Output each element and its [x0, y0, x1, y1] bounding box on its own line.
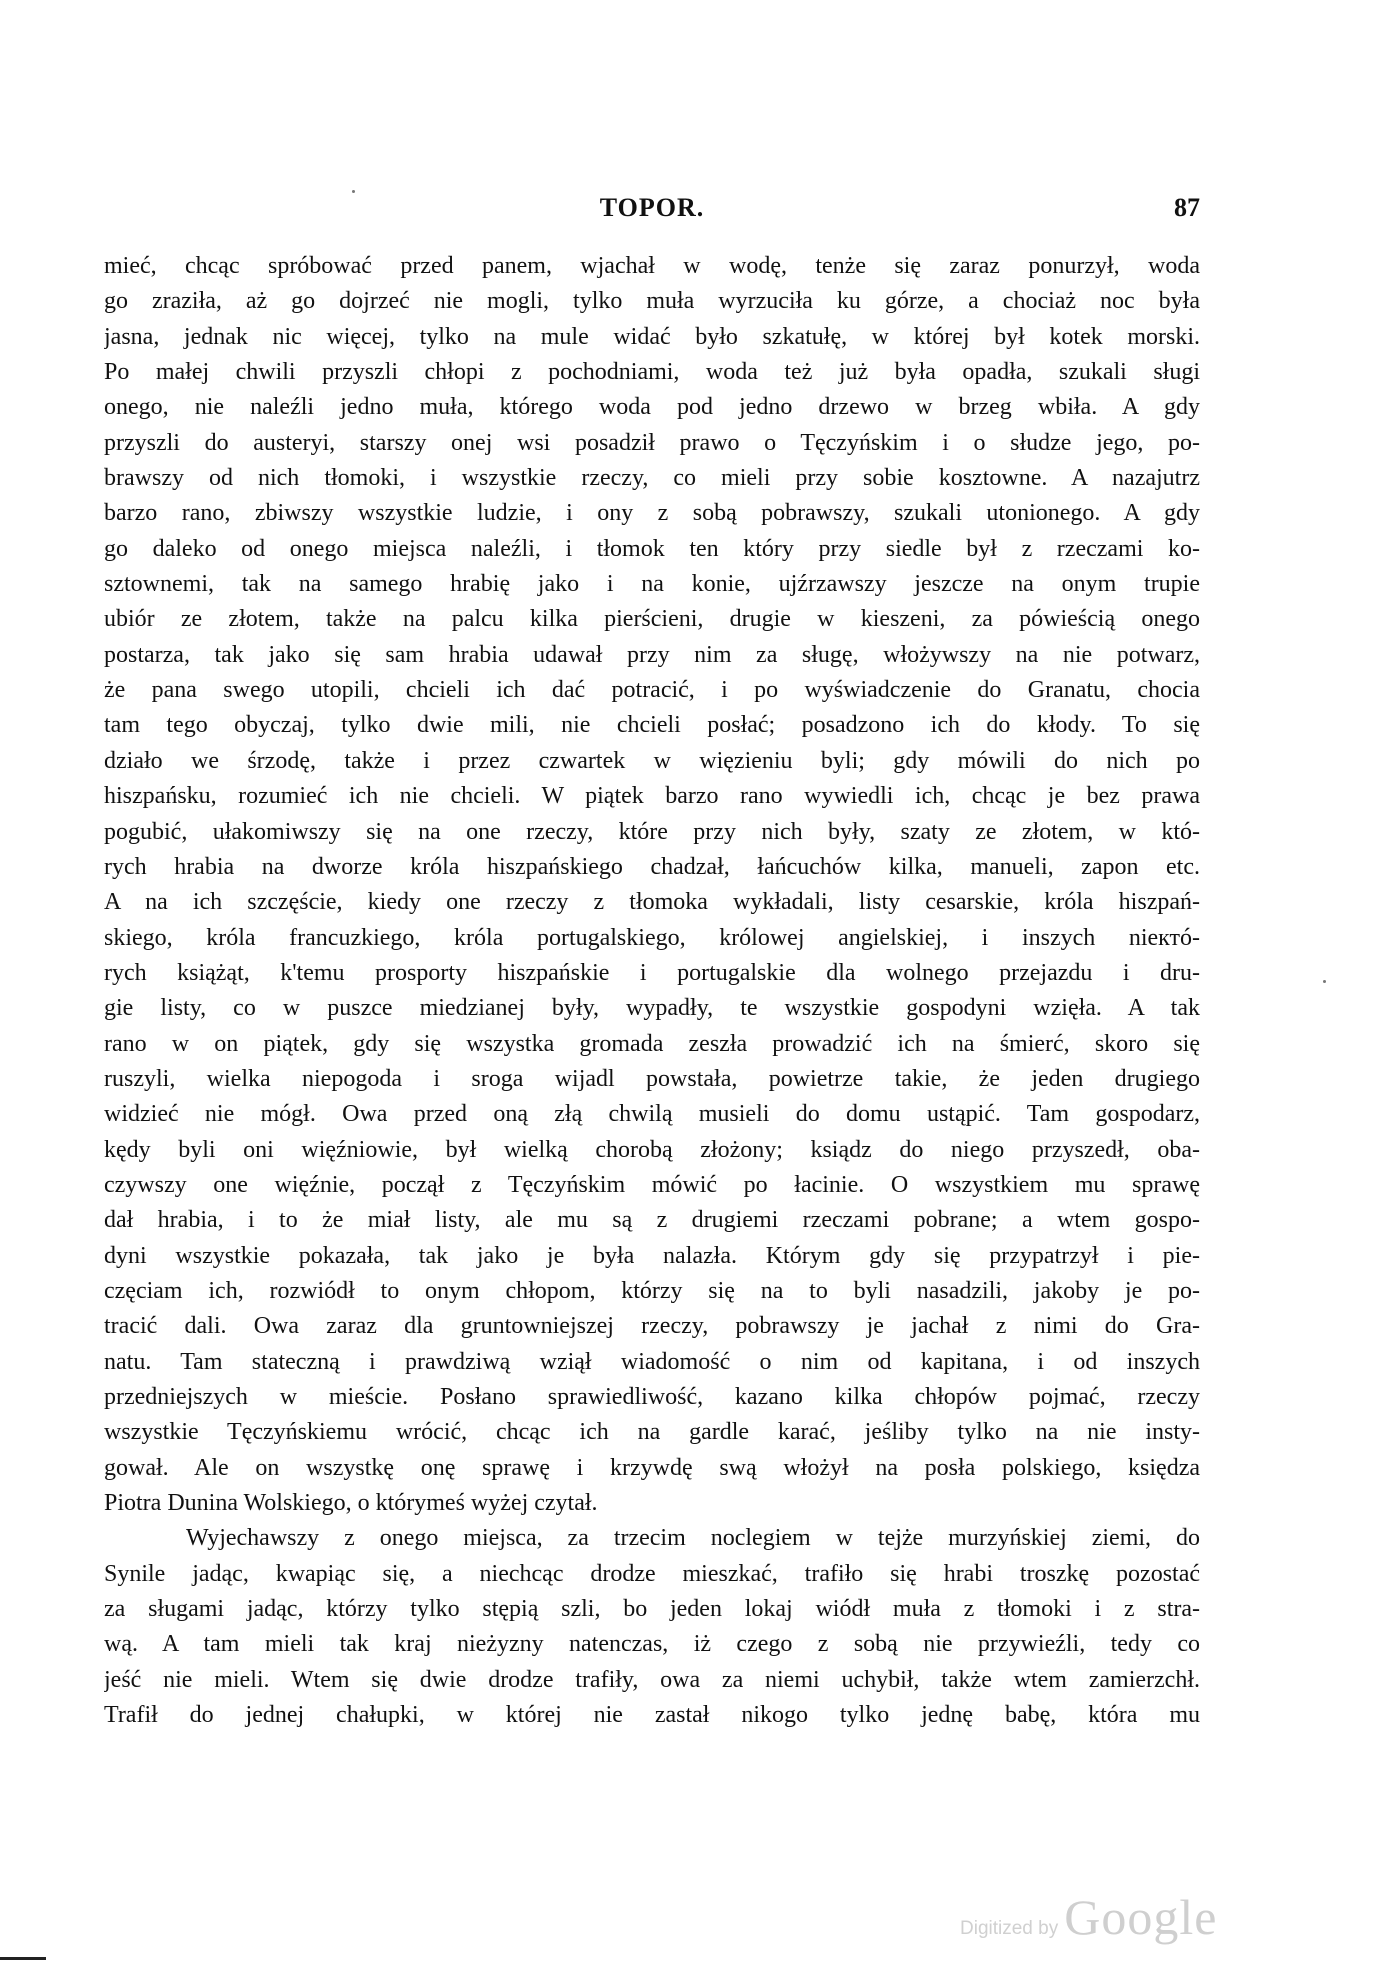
text-line: dał hrabia, i to że miał listy, ale mu są z drugiemi rzeczami pobrane; a wtem gospo-: [104, 1207, 1200, 1234]
text-line: za sługami jadąc, którzy tylko stępią szli, bo jeden lokaj wiódł muła z tłomoki i z stra-: [104, 1596, 1200, 1623]
text-line: mieć, chcąc spróbować przed panem, wjachał w wodę, tenże się zaraz ponurzył, woda: [104, 253, 1200, 279]
text-line: gie listy, co w puszce miedzianej były, wypadły, te wszystkie gospodyni wzięła. A tak: [104, 995, 1200, 1022]
watermark-prefix: Digitized by: [960, 1918, 1059, 1939]
page-number: 87: [1174, 193, 1200, 222]
text-line: tam tego obyczaj, tylko dwie mili, nie chcieli posłać; posadzono ich do kłody. To się: [104, 712, 1200, 739]
scan-edge-mark: [0, 1957, 46, 1960]
text-line: barzo rano, zbiwszy wszystkie ludzie, i ony z sobą pobrawszy, szukali utonionego. A gdy: [104, 500, 1200, 527]
text-line: ubiór ze złotem, także na palcu kilka pierścieni, drugie w kieszeni, za pówieścią onego: [104, 606, 1200, 633]
digitization-watermark: [960, 1888, 1217, 1944]
text-line: jasna, jednak nic więcej, tylko na mule widać było szkatułę, w której był kotek morski.: [104, 323, 1200, 350]
body-text: [104, 249, 1200, 1733]
text-line: dyni wszystkie pokazała, tak jako je była nalazła. Którym gdy się przypatrzył i pie-: [104, 1242, 1200, 1269]
text-line: onego, nie naleźli jedno muła, którego woda pod jedno drzewo w brzeg wbiła. A gdy: [104, 394, 1200, 421]
text-line: natu. Tam stateczną i prawdziwą wziął wiadomość o nim od kapitana, i od inszych: [104, 1348, 1200, 1375]
text-line: postarza, tak jako się sam hrabia udawał przy nim za sługę, włożywszy na nie potwarz,: [104, 641, 1200, 668]
text-line: go zraziła, aż go dojrzeć nie mogli, tylko muła wyrzuciła ku górze, a chociaż noc była: [104, 288, 1200, 315]
text-line: wą. A tam mieli tak kraj nieżyzny natenczas, iż czego z sobą nie przywieźli, tedy co: [104, 1631, 1200, 1658]
text-line: sztownemi, tak na samego hrabię jako i na konie, ujźrzawszy jeszcze na onym trupie: [104, 571, 1200, 598]
text-line: działo we śrzodę, także i przez czwartek w więzieniu byli; gdy mówili do nich po: [104, 747, 1200, 774]
text-line: Synile jadąc, kwapiąc się, a niechcąc drodze mieszkać, trafiło się hrabi troszkę pozostać: [104, 1560, 1200, 1587]
text-line: gował. Ale on wszystkę onę sprawę i krzywdę swą włożył na posła polskiego, księdza: [104, 1454, 1200, 1481]
running-header: [104, 193, 1200, 227]
text-line: wszystkie Tęczyńskiemu wrócić, chcąc ich na gardle karać, jeśliby tylko na nie insty-: [104, 1419, 1200, 1446]
text-line: czywszy one więźnie, począł z Tęczyńskim mówić po łacinie. O wszystkiem mu sprawę: [104, 1171, 1200, 1198]
text-line: Po małej chwili przyszli chłopi z pochodniami, woda też już była opadła, szukali sługi: [104, 359, 1200, 386]
text-line: tracić dali. Owa zaraz dla gruntowniejszej rzeczy, pobrawszy je jachał z nimi do Gra-: [104, 1313, 1200, 1340]
text-line: przedniejszych w mieście. Posłano sprawiedliwość, kazano kilka chłopów pojmać, rzeczy: [104, 1384, 1200, 1410]
text-line: że pana swego utopili, chcieli ich dać potracić, i po wyświadczenie do Granatu, chocia: [104, 677, 1200, 704]
text-line: hiszpańsku, rozumieć ich nie chcieli. W piątek barzo rano wywiedli ich, chcąc je bez prawa: [104, 783, 1200, 810]
running-title: TOPOR.: [599, 193, 705, 222]
text-line: jeść nie mieli. Wtem się dwie drodze trafiły, owa za niemi uchybił, także wtem zamierzchł.: [104, 1666, 1200, 1693]
text-line: pogubić, ułakomiwszy się na one rzeczy, które przy nich były, szaty ze złotem, w któ-: [104, 818, 1200, 845]
text-line: go daleko od onego miejsca naleźli, i tłomok ten który przy siedle był z rzeczami ko-: [104, 535, 1200, 562]
text-line: A na ich szczęście, kiedy one rzeczy z tłomoka wykładali, listy cesarskie, króla hiszpań-: [104, 889, 1200, 916]
text-line: Trafił do jednej chałupki, w której nie zastał nikogo tylko jednę babę, która mu: [104, 1702, 1200, 1729]
paragraph-start-line: Wyjechawszy z onego miejsca, za trzecim noclegiem w tejże murzyńskiej ziemi, do: [186, 1525, 1200, 1552]
text-line: rych hrabia na dworze króla hiszpańskiego chadzał, łańcuchów kilka, manueli, zapon etc.: [104, 853, 1200, 880]
paragraph-end-line: Piotra Dunina Wolskiego, o którymeś wyżej czytał.: [104, 1490, 598, 1517]
text-line: rano w on piątek, gdy się wszystka gromada zeszła prowadzić ich na śmierć, skoro się: [104, 1030, 1200, 1057]
text-line: kędy byli oni więźniowie, był wielką chorobą złożony; ksiądz do niego przyszedł, oba-: [104, 1136, 1200, 1163]
text-line: rych książąt, k'temu prosporty hiszpańskie i portugalskie dla wolnego przejazdu i dru-: [104, 959, 1200, 986]
text-line: ruszyli, wielka niepogoda i sroga wijadl powstała, powietrze takie, że jeden drugiego: [104, 1065, 1200, 1092]
text-line: częciam ich, rozwiódł to onym chłopom, którzy się na to byli nasadzili, jakoby je po-: [104, 1277, 1200, 1304]
text-line: brawszy od nich tłomoki, i wszystkie rzeczy, co mieli przy sobie kosztowne. A nazajutrz: [104, 465, 1200, 492]
text-line: przyszli do austeryi, starszy onej wsi posadził prawo o Tęczyńskim i o słudze jego, po-: [104, 429, 1200, 456]
text-line: widzieć nie mógł. Owa przed oną złą chwilą musieli do domu ustąpić. Tam gospodarz,: [104, 1101, 1200, 1128]
scan-speck: [1323, 980, 1326, 983]
google-logo: Google: [1064, 1889, 1218, 1945]
text-line: skiego, króla francuzkiego, króla portugalskiego, królowej angielskiej, i inszych nieктó-: [104, 924, 1200, 951]
scan-speck: [352, 190, 355, 193]
